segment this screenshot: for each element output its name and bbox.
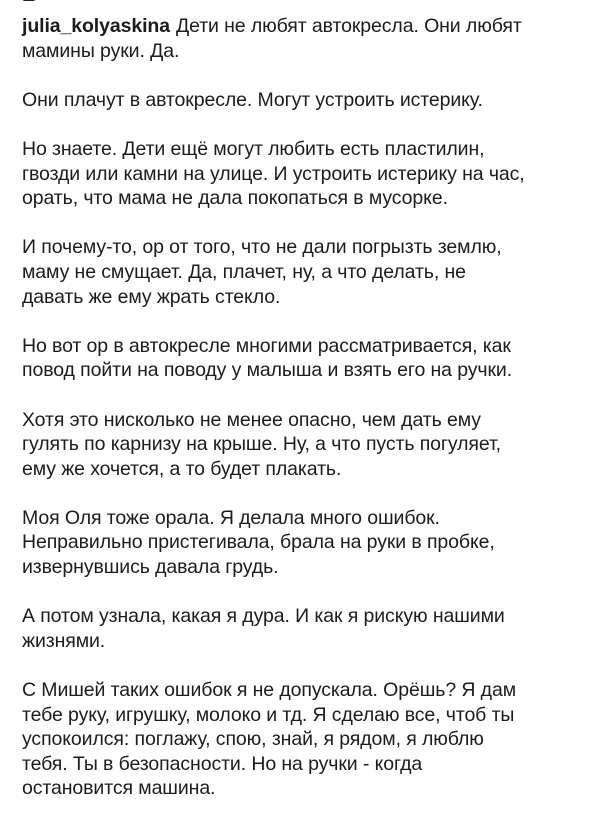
caption-paragraph-9: С Мишей таких ошибок я не допускала. Орёшь? Я дам тебе руку, игрушку, молоко и тд. Я сделаю все, чтоб ты успокоился: поглажу, спою, знай, я рядом, я люблю тебя. Ты в безопасности. Но на ручки - когда остановится машина. bbox=[22, 679, 517, 800]
username-link[interactable]: julia_kolyaskina bbox=[22, 15, 170, 37]
caption-paragraph-6: Хотя это нисколько не менее опасно, чем дать ему гулять по карнизу на крыше. Ну, а что пусть погуляет, ему же хочется, а то будет плакать. bbox=[22, 408, 501, 480]
caption-paragraph-8: А потом узнала, какая я дура. И как я рискую нашими жизнями. bbox=[22, 605, 505, 652]
caption-paragraph-7: Моя Оля тоже орала. Я делала много ошибок. Неправильно пристегивала, брала на руки в пробке, извернувшись давала грудь. bbox=[22, 506, 495, 579]
cropped-text-fragment bbox=[22, 0, 36, 1]
caption-paragraph-2: Они плачут в автокресле. Могут устроить истерику. bbox=[22, 88, 483, 111]
caption-text-1: Дети не любят автокресла. Они любят мамины руки. Да. bbox=[22, 15, 522, 62]
caption-paragraph-3: Но знаете. Дети ещё могут любить есть пластилин, гвозди или камни на улице. И устроить истерику на час, орать, что мама не дала покопаться в мусорке. bbox=[22, 137, 525, 210]
caption-paragraph-1 bbox=[22, 14, 588, 63]
post-caption bbox=[22, 14, 588, 826]
caption-paragraph-4: И почему-то, ор от того, что не дали погрызть землю, маму не смущает. Да, плачет, ну, а что делать, не давать же ему жрать стекло. bbox=[22, 236, 502, 308]
caption-paragraph-5: Но вот ор в автокресле многими рассматривается, как повод пойти на поводу у малыша и взять его на ручки. bbox=[22, 334, 513, 382]
